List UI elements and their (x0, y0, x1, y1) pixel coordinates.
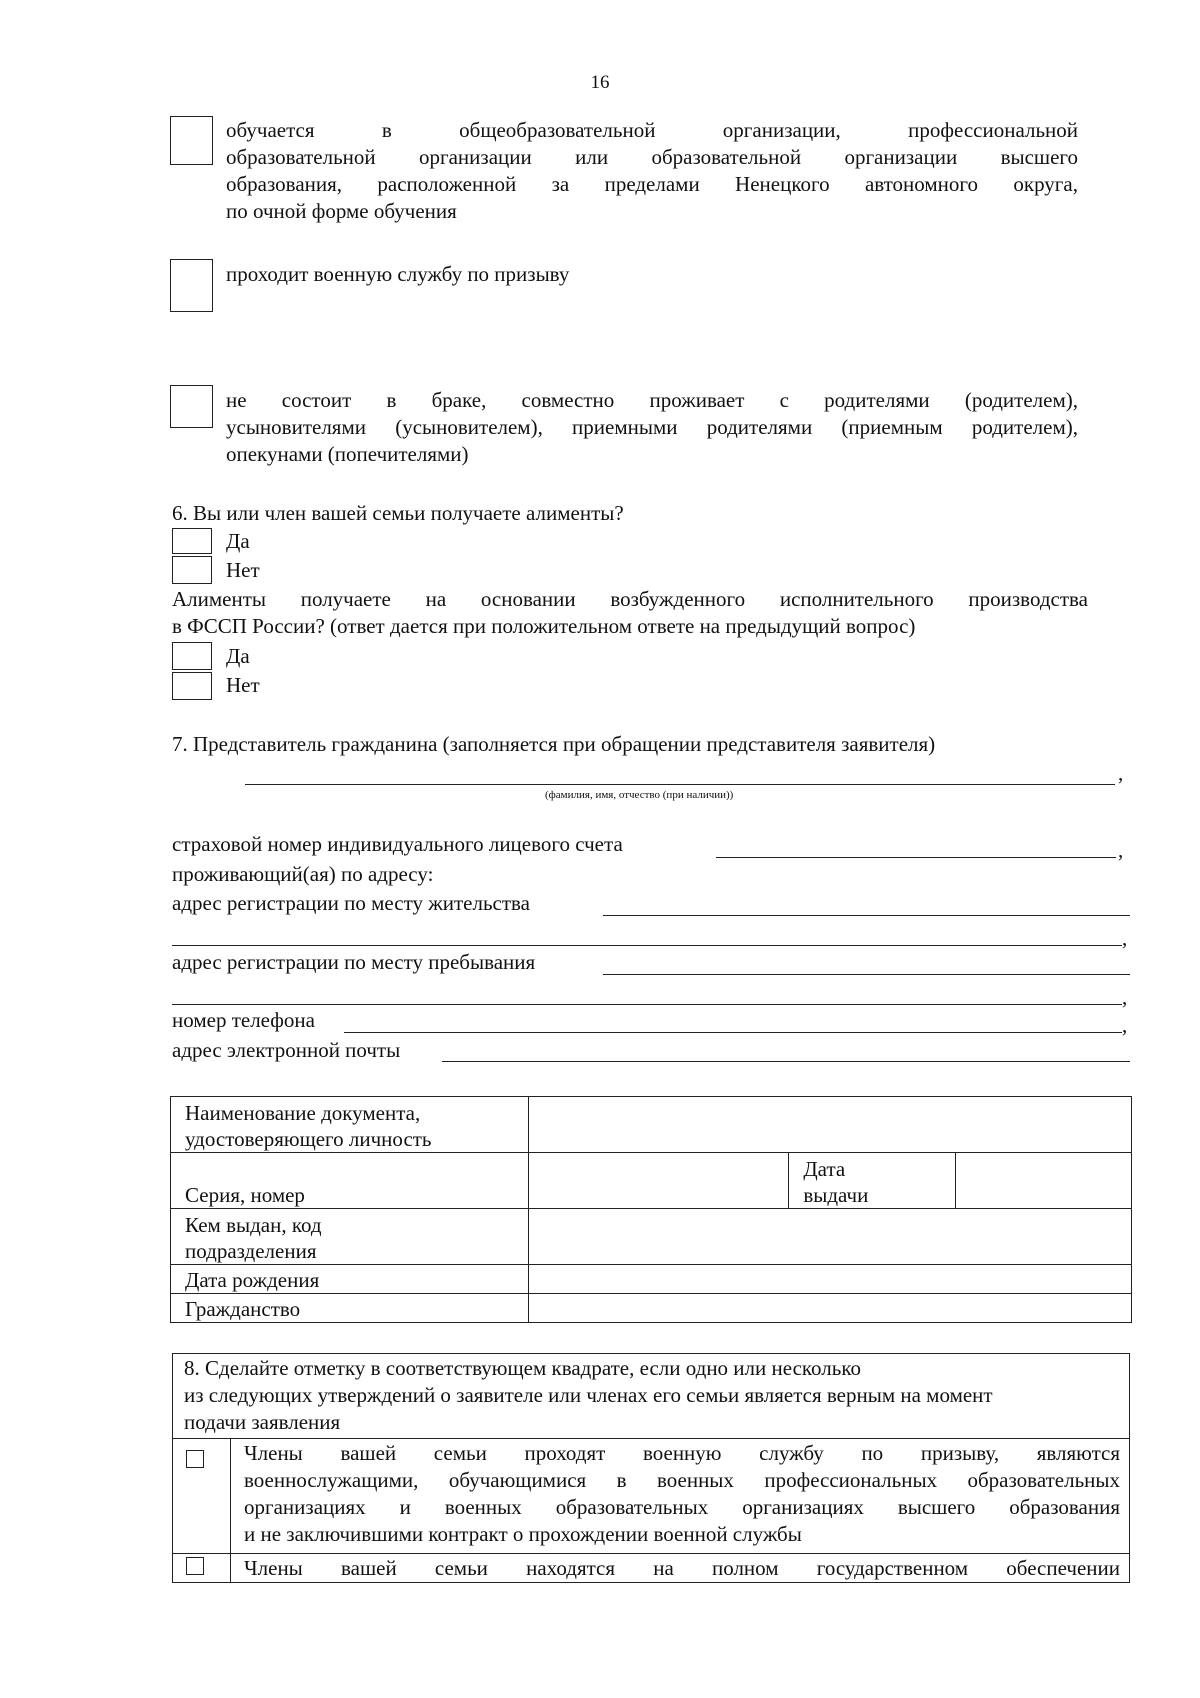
option-line: не состоит в браке, совместно проживает с родителями (родителем), (226, 388, 1078, 412)
phone-line[interactable] (344, 1032, 1122, 1033)
issue-date-label: Дата выдачи (789, 1153, 956, 1209)
comma: , (1122, 1013, 1128, 1037)
page-number: 16 (590, 72, 610, 93)
q6-sub-no-label: Нет (226, 673, 260, 697)
q8-column-divider (230, 1438, 231, 1583)
q6-sub-line: в ФССП России? (ответ дается при положительном ответе на предыдущий вопрос) (172, 614, 916, 638)
q8-item2-text: Члены вашей семьи находятся на полном государственном обеспечении (244, 1556, 1120, 1580)
q8-header (184, 1355, 1120, 1436)
reg-stay-line-1[interactable] (603, 974, 1130, 975)
citizenship-label: Гражданство (171, 1294, 529, 1323)
comma: , (1122, 985, 1128, 1009)
living-label: проживающий(ая) по адресу: (172, 862, 434, 886)
checkbox-q6-yes[interactable] (172, 528, 212, 554)
option-military-service-text: проходит военную службу по призыву (226, 262, 570, 286)
phone-label: номер телефона (172, 1008, 315, 1032)
q6-question: 6. Вы или член вашей семьи получаете алименты? (172, 501, 624, 525)
reg-stay-line-2[interactable] (172, 1004, 1122, 1005)
name-caption: (фамилия, имя, отчество (при наличии)) (545, 789, 734, 801)
citizenship-field[interactable] (528, 1294, 1131, 1323)
option-line: по очной форме обучения (226, 199, 457, 223)
reg-stay-label: адрес регистрации по месту пребывания (172, 950, 536, 974)
representative-name-line[interactable] (245, 784, 1115, 785)
q8-item1-line: Члены вашей семьи проходят военную службу по призыву, являются (244, 1441, 1120, 1465)
comma: , (1118, 838, 1124, 862)
birth-date-field[interactable] (528, 1265, 1131, 1294)
option-not-married-text (226, 387, 1078, 468)
option-line: образования, расположенной за пределами Ненецкого автономного округа, (226, 172, 1078, 196)
q6-sub-yes-label: Да (226, 644, 250, 668)
id-document-table (170, 1096, 1132, 1323)
q6-no-label: Нет (226, 558, 260, 582)
doc-name-field[interactable] (528, 1097, 1131, 1153)
option-line: усыновителями (усыновителем), приемными родителями (приемным родителем), (226, 415, 1078, 439)
checkbox-studying[interactable] (170, 116, 213, 165)
snils-line[interactable] (716, 857, 1116, 858)
option-studying-text (226, 117, 1078, 225)
q6-sub-line: Алименты получаете на основании возбужденного исполнительного производства (172, 587, 1088, 611)
q8-item1-line: военнослужащими, обучающимися в военных профессиональных образовательных (244, 1468, 1120, 1492)
q6-sub-question (172, 586, 1088, 640)
issued-by-field[interactable] (528, 1209, 1131, 1265)
reg-residence-line-1[interactable] (603, 915, 1130, 916)
option-line: образовательной организации или образовательной организации высшего (226, 145, 1078, 169)
email-line[interactable] (442, 1061, 1130, 1062)
checkbox-q6-sub-yes[interactable] (172, 642, 212, 670)
issue-date-field[interactable] (956, 1153, 1132, 1209)
option-line: опекунами (попечителями) (226, 442, 469, 466)
reg-residence-label: адрес регистрации по месту жительства (172, 891, 530, 915)
issued-by-label: Кем выдан, код подразделения (171, 1209, 529, 1265)
series-number-field[interactable] (528, 1153, 789, 1209)
checkbox-military-service[interactable] (170, 259, 213, 312)
reg-residence-line-2[interactable] (172, 945, 1122, 946)
checkbox-q6-no[interactable] (172, 556, 212, 584)
q8-header-line: из следующих утверждений о заявителе или членах его семьи является верным на момент (184, 1383, 993, 1407)
doc-name-label: Наименование документа, удостоверяющего личность (171, 1097, 529, 1153)
q8-divider-top (172, 1438, 1130, 1439)
q8-item1-line: организациях и военных образовательных организациях высшего образования (244, 1495, 1120, 1519)
q8-header-line: 8. Сделайте отметку в соответствующем квадрате, если одно или несколько (184, 1356, 861, 1380)
q8-item1-text (244, 1440, 1120, 1548)
email-label: адрес электронной почты (172, 1038, 401, 1062)
q8-header-line: подачи заявления (184, 1410, 341, 1434)
q8-divider-mid (172, 1553, 1130, 1554)
q8-item1-line: и не заключившими контракт о прохождении военной службы (244, 1522, 802, 1546)
series-number-label: Серия, номер (171, 1153, 529, 1209)
comma: , (1122, 926, 1128, 950)
birth-date-label: Дата рождения (171, 1265, 529, 1294)
snils-label: страховой номер индивидуального лицевого счета (172, 832, 623, 856)
q7-title: 7. Представитель гражданина (заполняется при обращении представителя заявителя) (172, 732, 936, 756)
checkbox-q6-sub-no[interactable] (172, 672, 212, 700)
option-line: обучается в общеобразовательной организации, профессиональной (226, 118, 1078, 142)
q6-yes-label: Да (226, 529, 250, 553)
checkbox-military-members[interactable] (186, 1449, 204, 1474)
checkbox-state-provision[interactable] (186, 1556, 204, 1581)
comma: , (1118, 761, 1124, 785)
checkbox-not-married[interactable] (170, 385, 213, 428)
